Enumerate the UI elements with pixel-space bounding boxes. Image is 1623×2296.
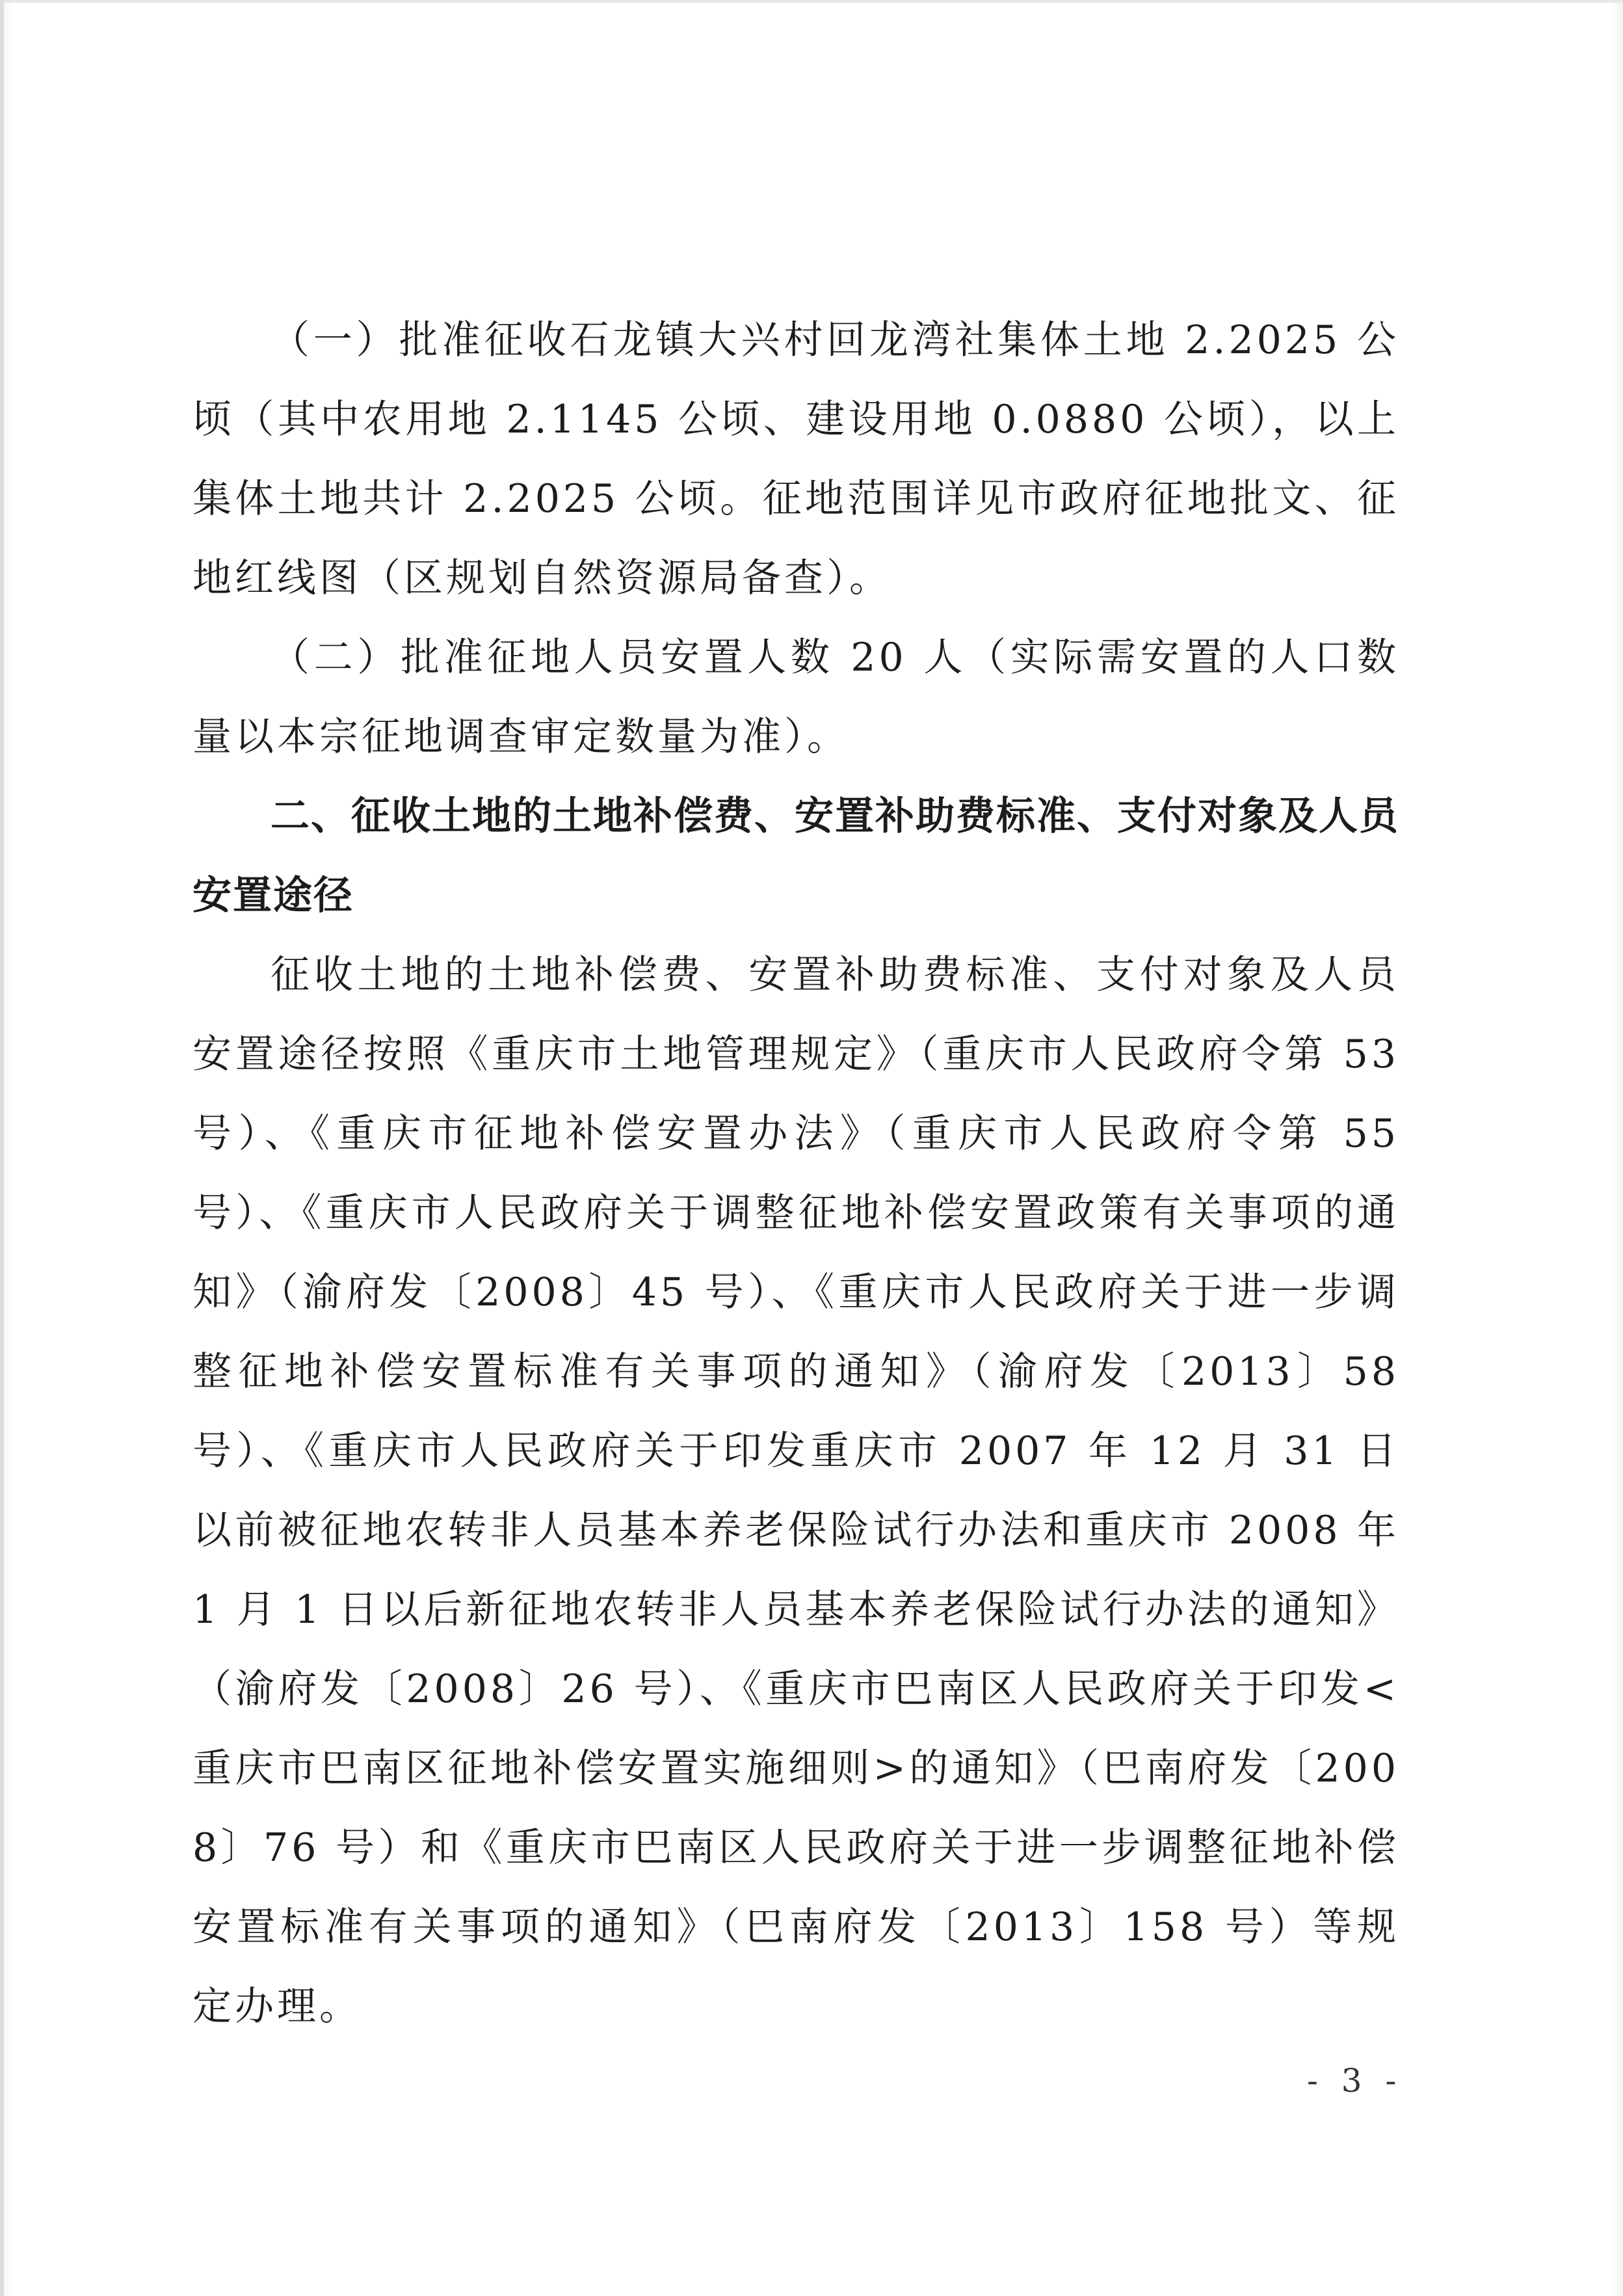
scan-edge-left [0, 0, 4, 2296]
document-body [192, 300, 1399, 2046]
paragraph-compensation-basis: 征收土地的土地补偿费、安置补助费标准、支付对象及人员安置途径按照《重庆市土地管理规定》（重庆市人民政府令第 53 号）、《重庆市征地补偿安置办法》（重庆市人民政府令第 55 号）、《重庆市人民政府关于调整征地补偿安置政策有关事项的通知》（渝府发〔2008〕45 号）、《重庆市人民政府关于进一步调整征地补偿安置标准有关事项的通知》（渝府发〔2013〕58 号）、《重庆市人民政府关于印发重庆市 2007 年 12 月 31 日以前被征地农转非人员基本养老保险试行办法和重庆市 2008 年 1 月 1 日以后新征地农转非人员基本养老保险试行办法的通知》（渝府发〔2008〕26 号）、《重庆市巴南区人民政府关于印发<重庆市巴南区征地补偿安置实施细则>的通知》（巴南府发〔2008〕76 号）和《重庆市巴南区人民政府关于进一步调整征地补偿安置标准有关事项的通知》（巴南府发〔2013〕158 号）等规定办理。 [192, 952, 1399, 2029]
paragraph-land-acquisition: （一）批准征收石龙镇大兴村回龙湾社集体土地 2.2025 公顷（其中农用地 2.1145 公顷、建设用地 0.0880 公顷），以上集体土地共计 2.2025 公顷。征地范围详见市政府征地批文、征地红线图（区规划自然资源局备查）。 [192, 317, 1399, 601]
section-heading: 二、征收土地的土地补偿费、安置补助费标准、支付对象及人员安置途径 [192, 794, 1399, 918]
page-number: - 3 - [1307, 2062, 1403, 2100]
scan-edge-top [0, 0, 1623, 3]
paragraph-resettlement-count: （二）批准征地人员安置人数 20 人（实际需安置的人口数量以本宗征地调查审定数量为准）。 [192, 635, 1399, 760]
